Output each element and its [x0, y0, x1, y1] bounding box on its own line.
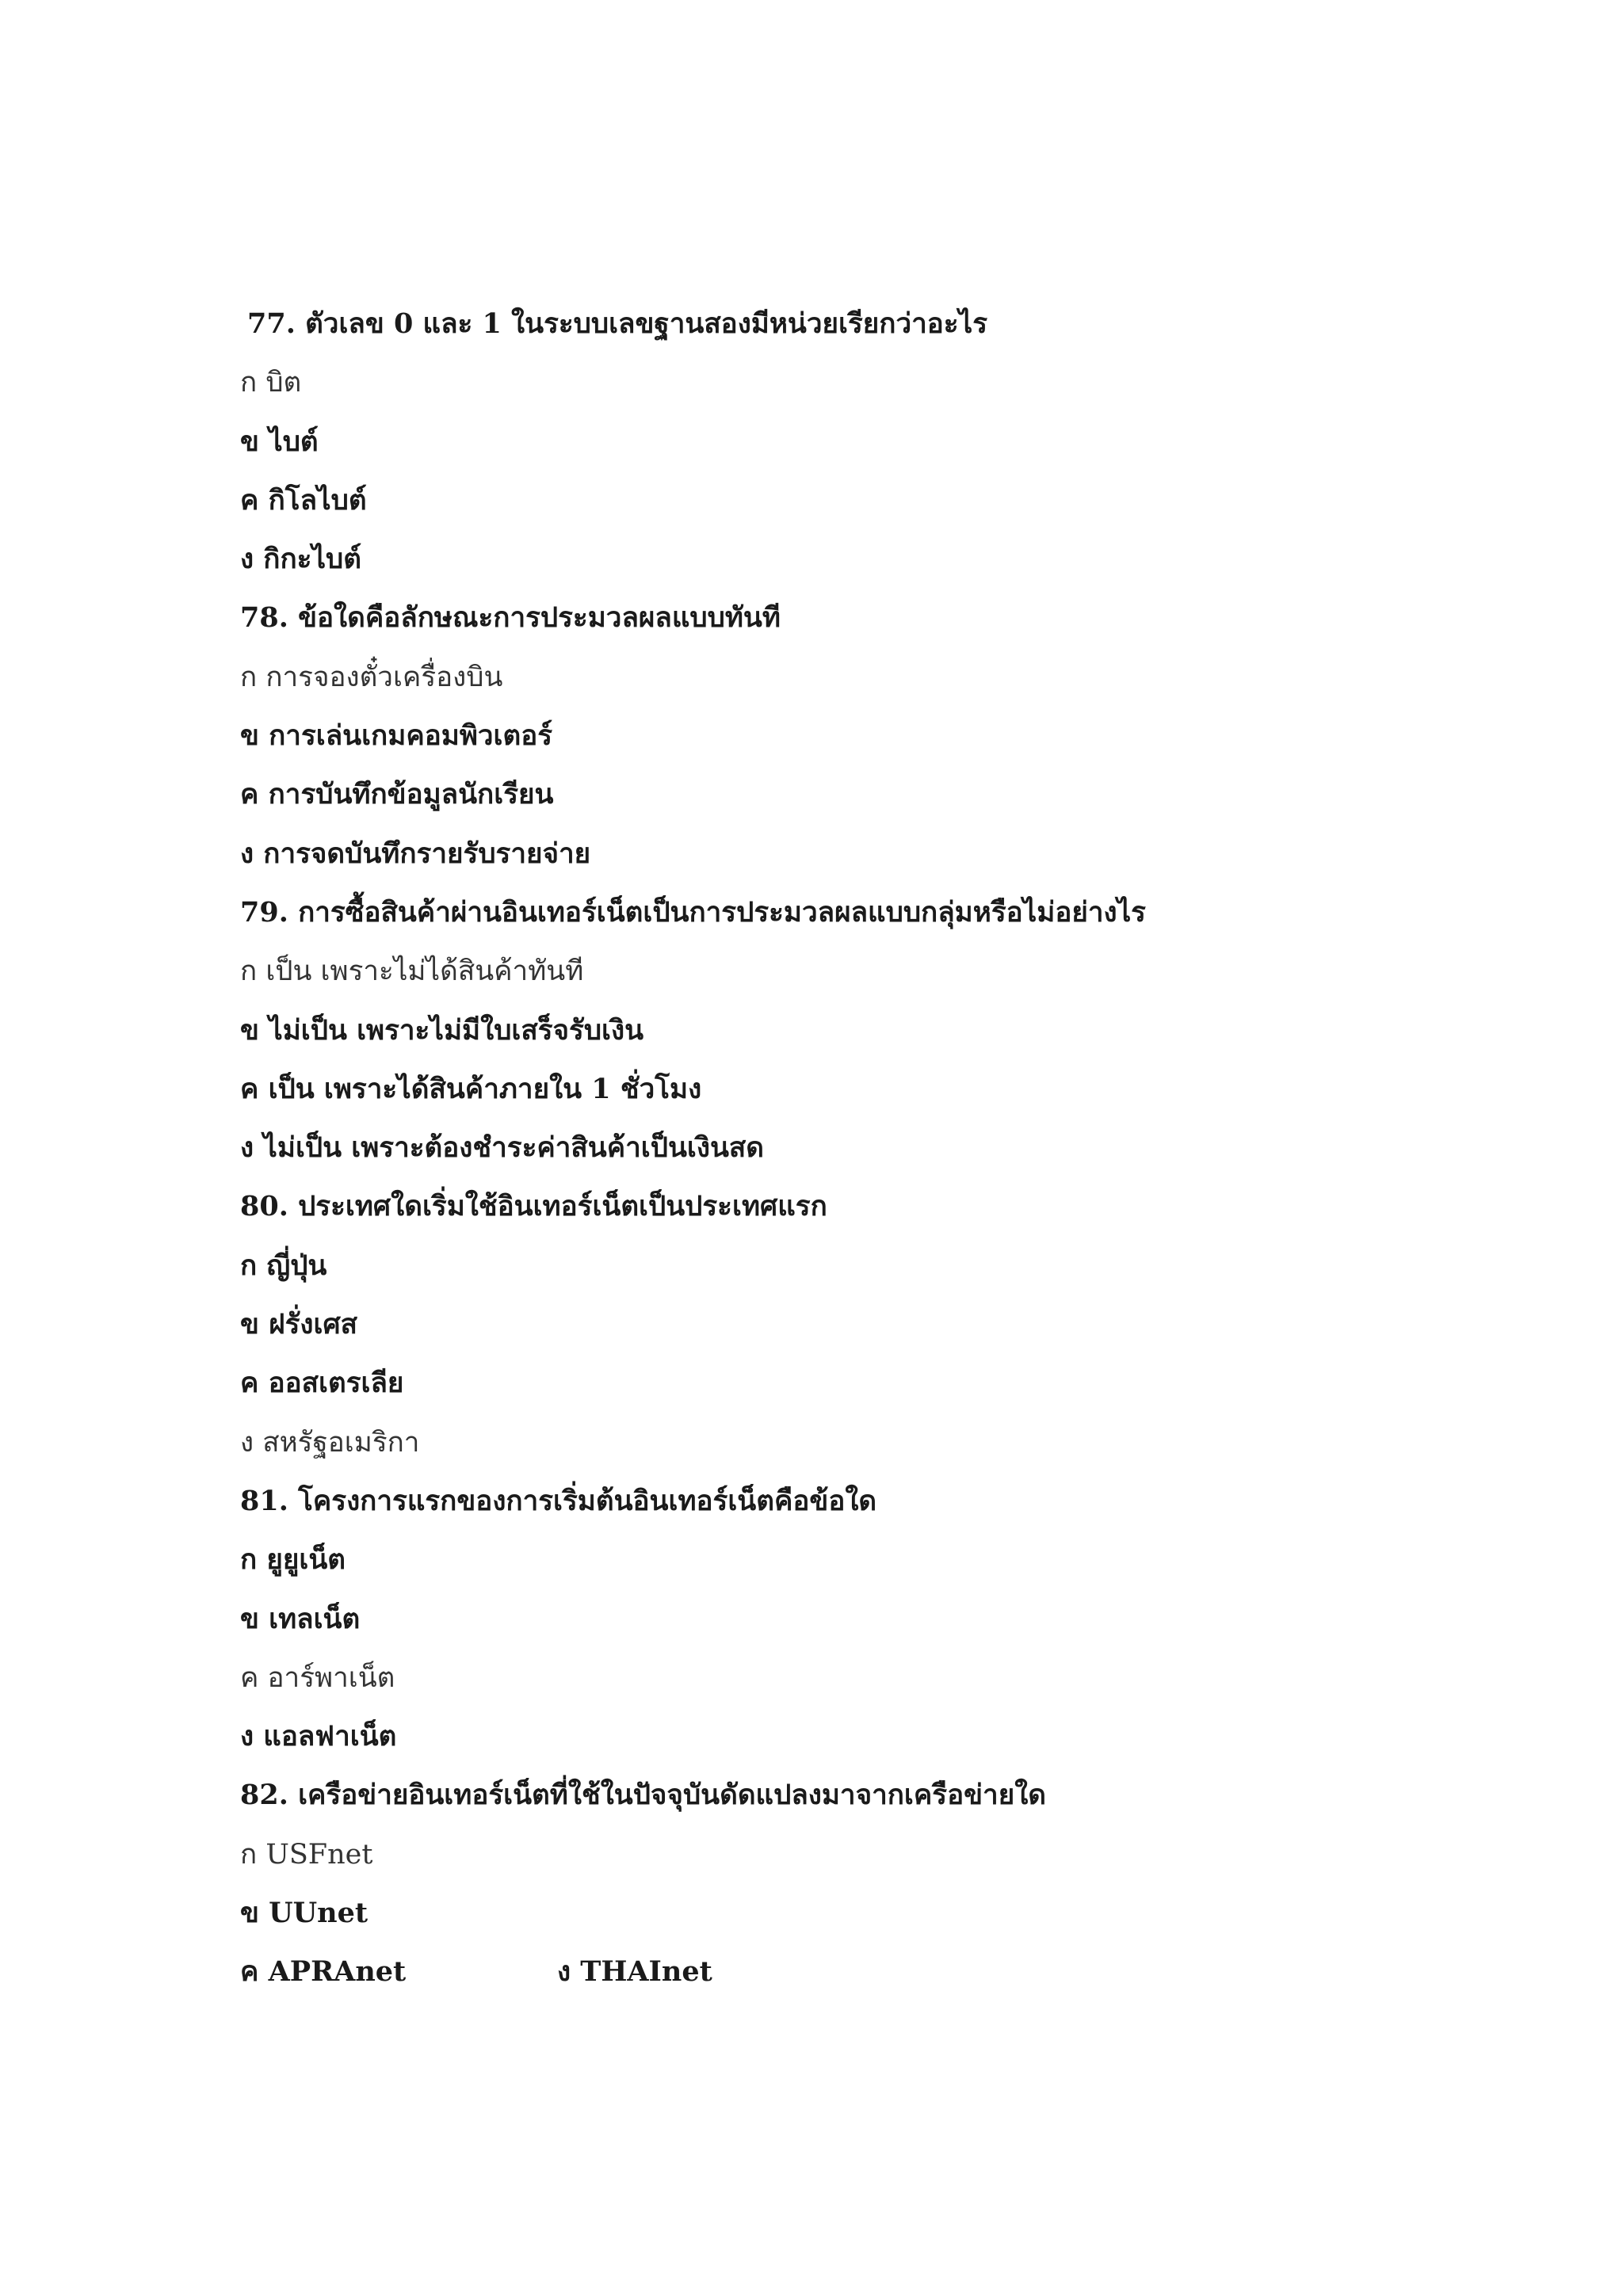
option-row-82-cd — [240, 1943, 1429, 2001]
option-78-d: ง การจดบันทึกรายรับรายจ่าย — [240, 837, 591, 870]
option-82-a: ก USFnet — [240, 1838, 373, 1871]
option-77-d: ง กิกะไบต์ — [240, 543, 362, 576]
option-77-b: ข ไบต์ — [240, 425, 319, 458]
option-78-b: ข การเล่นเกมคอมพิวเตอร์ — [240, 719, 553, 753]
option-81-a: ก ยูยูเน็ต — [240, 1543, 346, 1577]
option-82-b: ข UUnet — [240, 1897, 369, 1930]
option-79-d: ง ไม่เป็น เพราะต้องชำระค่าสินค้าเป็นเงินสด — [240, 1131, 764, 1165]
option-77-a: ก บิต — [240, 367, 302, 399]
option-78-c: ค การบันทึกข้อมูลนักเรียน — [240, 778, 554, 811]
option-82-d: ง THAInet — [557, 1955, 712, 1989]
option-79-a: ก เป็น เพราะไม่ได้สินค้าทันที — [240, 955, 584, 988]
option-80-a: ก ญี่ปุ่น — [240, 1249, 327, 1282]
question-81: 81. โครงการแรกของการเริ่มต้นอินเทอร์เน็ตคือข้อใด — [240, 1484, 877, 1517]
option-80-d: ง สหรัฐอเมริกา — [240, 1426, 420, 1459]
question-80: 80. ประเทศใดเริ่มใช้อินเทอร์เน็ตเป็นประเทศแรก — [240, 1190, 827, 1223]
question-78: 78. ข้อใดคือลักษณะการประมวลผลแบบทันที — [240, 601, 781, 635]
quiz-content — [240, 295, 1429, 2002]
question-77: 77. ตัวเลข 0 และ 1 ในระบบเลขฐานสองมีหน่วยเรียกว่าอะไร — [247, 307, 988, 340]
option-79-b: ข ไม่เป็น เพราะไม่มีใบเสร็จรับเงิน — [240, 1013, 644, 1047]
option-80-c: ค ออสเตรเลีย — [240, 1367, 404, 1400]
option-77-c: ค กิโลไบต์ — [240, 483, 367, 517]
question-79: 79. การซื้อสินค้าผ่านอินเทอร์เน็ตเป็นการประมวลผลแบบกลุ่มหรือไม่อย่างไร — [240, 895, 1146, 929]
option-79-c: ค เป็น เพราะได้สินค้าภายใน 1 ชั่วโมง — [240, 1072, 702, 1105]
option-81-b: ข เทลเน็ต — [240, 1602, 361, 1635]
option-81-c: ค อาร์พาเน็ต — [240, 1661, 395, 1694]
option-78-a: ก การจองตั๋วเครื่องบิน — [240, 661, 503, 693]
option-80-b: ข ฝรั่งเศส — [240, 1308, 358, 1341]
option-82-c: ค APRAnet — [240, 1955, 407, 1989]
option-81-d: ง แอลฟาเน็ต — [240, 1720, 397, 1753]
question-82: 82. เครือข่ายอินเทอร์เน็ตที่ใช้ในปัจจุบันดัดแปลงมาจากเครือข่ายใด — [240, 1779, 1047, 1812]
